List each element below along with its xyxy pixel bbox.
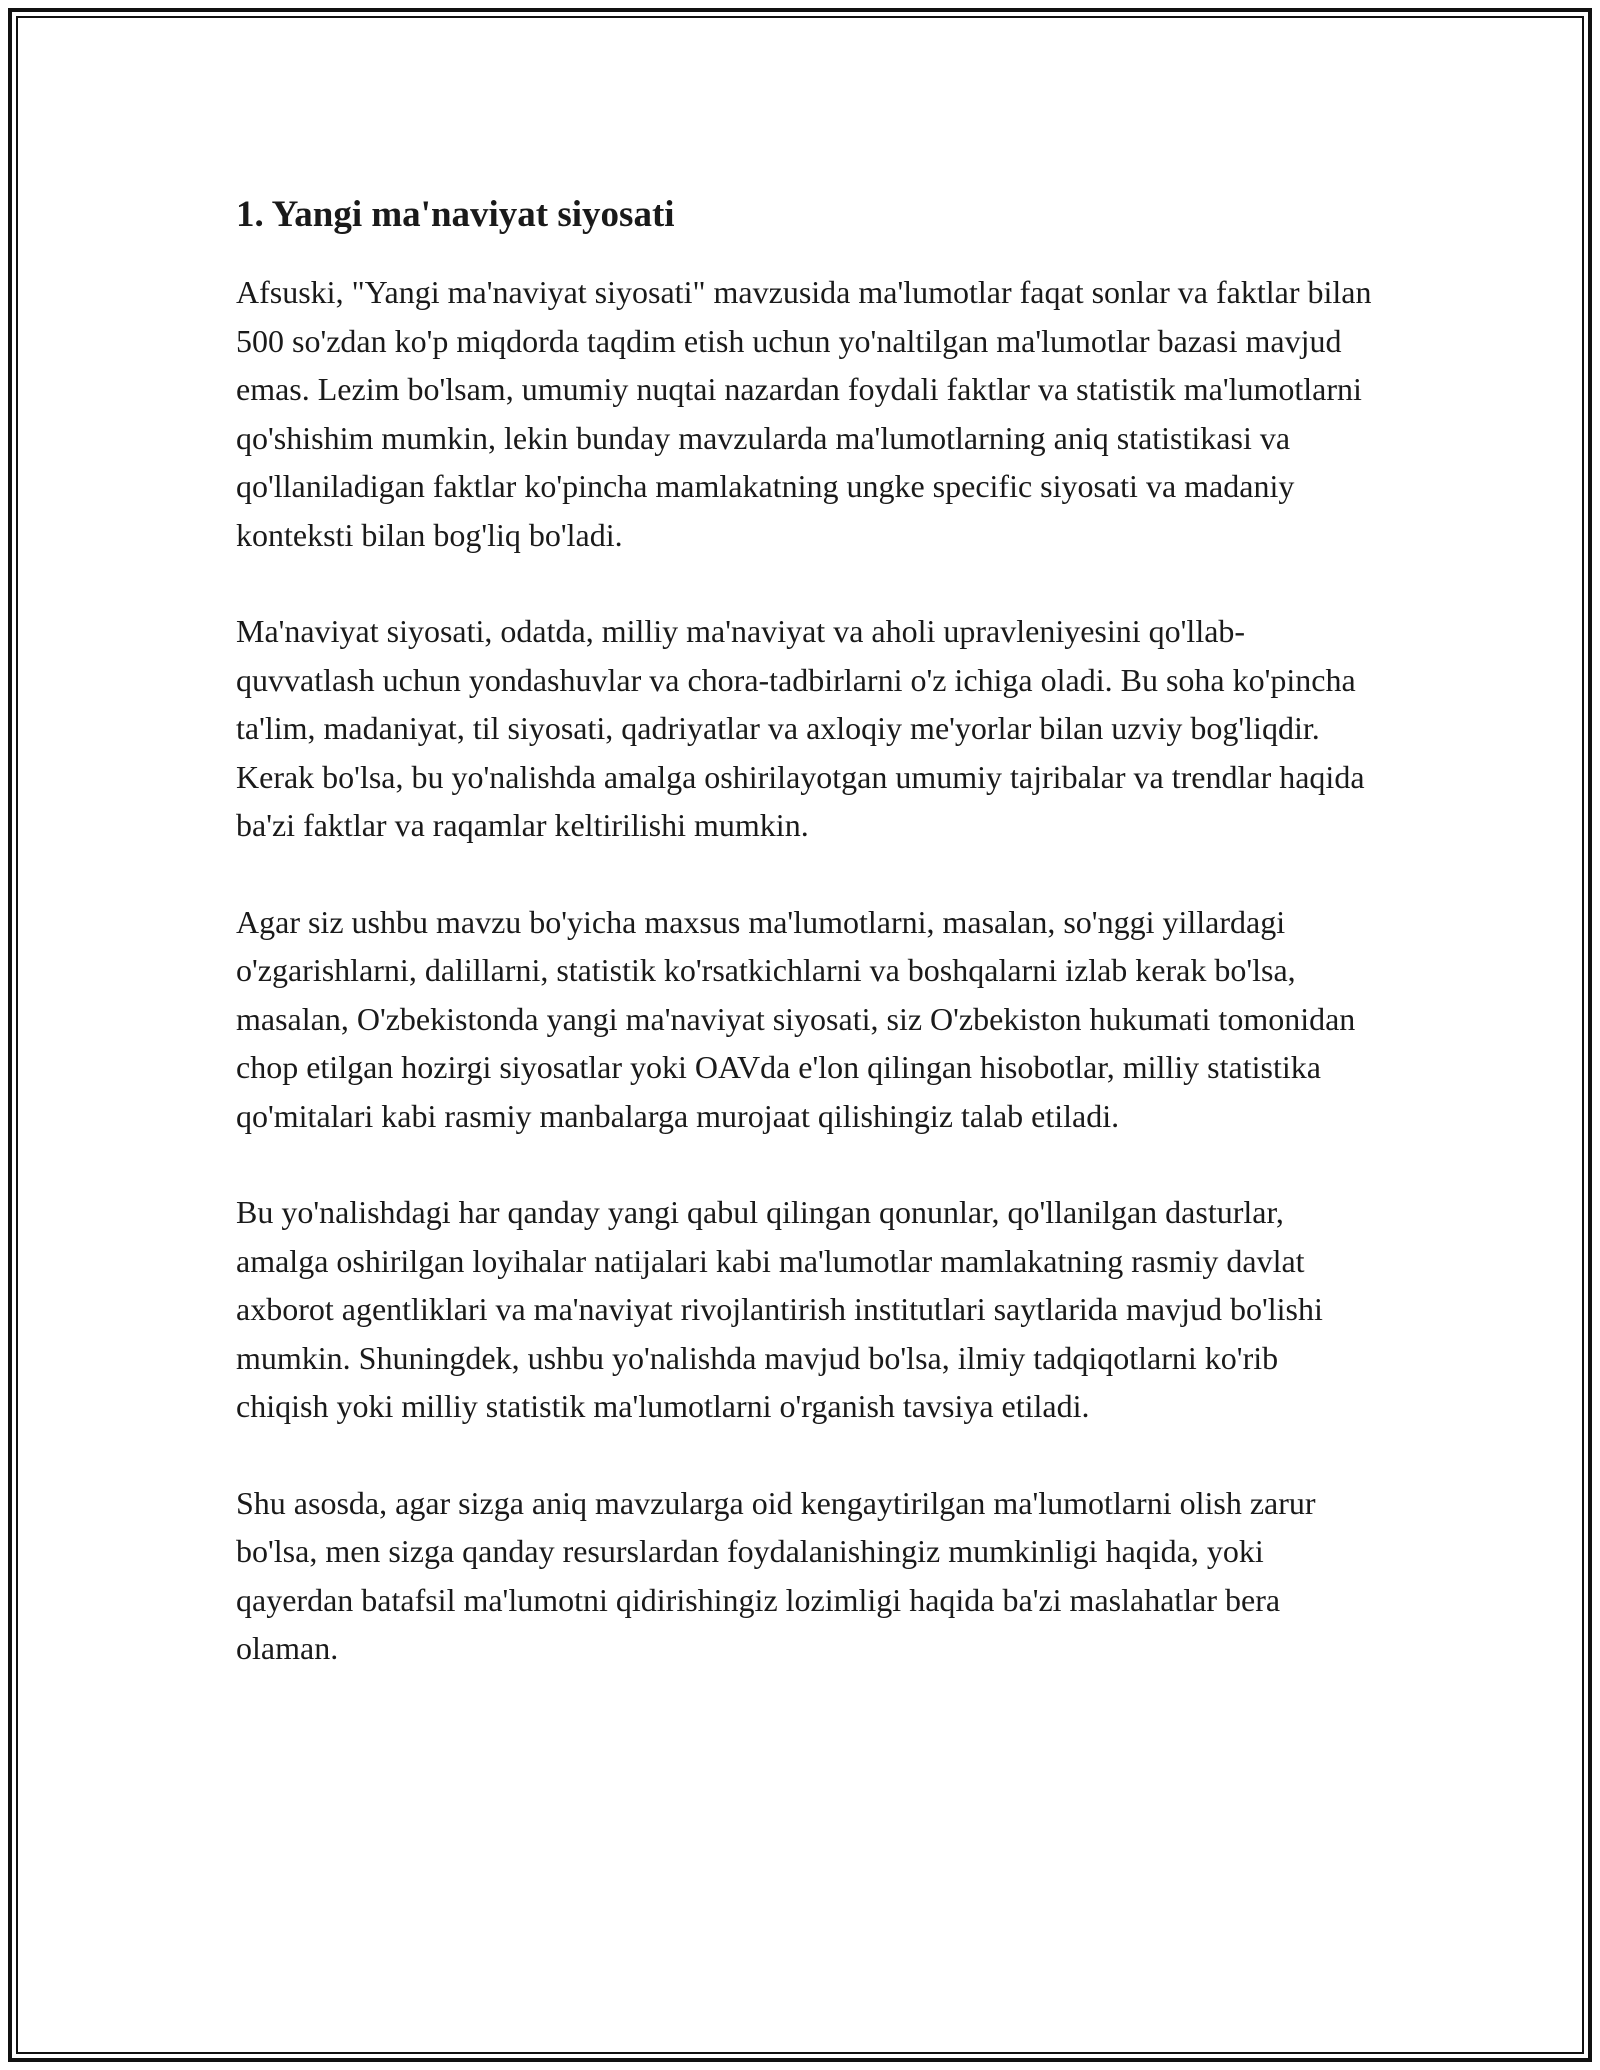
document-body <box>236 190 1376 1721</box>
paragraph-2: Ma'naviyat siyosati, odatda, milliy ma'naviyat va aholi upravleniyesini qo'llab-quvvatlash uchun yondashuvlar va chora-tadbirlarni o'z ichiga oladi. Bu soha ko'pincha ta'lim, madaniyat, til siyosati, qadriyatlar va axloqiy me'yorlar bilan uzviy bog'liqdir. Kerak bo'lsa, bu yo'nalishda amalga oshirilayotgan umumiy tajribalar va trendlar haqida ba'zi faktlar va raqamlar keltirilishi mumkin. <box>236 613 1365 843</box>
paragraph-5: Shu asosda, agar sizga aniq mavzularga oid kengaytirilgan ma'lumotlarni olish zarur bo'lsa, men sizga qanday resurslardan foydalanishingiz mumkinligi haqida, yoki qayerdan batafsil ma'lumotni qidirishingiz lozimligi haqida ba'zi maslahatlar bera olaman. <box>236 1484 1316 1666</box>
paragraph-1: Afsuski, "Yangi ma'naviyat siyosati" mavzusida ma'lumotlar faqat sonlar va faktlar bilan 500 so'zdan ko'p miqdorda taqdim etish uchun yo'naltilgan ma'lumotlar bazasi mavjud emas. Lezim bo'lsam, umumiy nuqtai nazardan foydali faktlar va statistik ma'lumotlarni qo'shishim mumkin, lekin bunday mavzularda ma'lumotlarning aniq statistikasi va qo'llaniladigan faktlar ko'pincha mamlakatning ungke specific siyosati va madaniy konteksti bilan bog'liq bo'ladi. <box>236 274 1372 553</box>
document-title: 1. Yangi ma'naviyat siyosati <box>236 194 675 235</box>
paragraph-4: Bu yo'nalishdagi har qanday yangi qabul qilingan qonunlar, qo'llanilgan dasturlar, amalga oshirilgan loyihalar natijalari kabi ma'lumotlar mamlakatning rasmiy davlat axborot agentliklari va ma'naviyat rivojlantirish institutlari saytlarida mavjud bo'lishi mumkin. Shuningdek, ushbu yo'nalishda mavjud bo'lsa, ilmiy tadqiqotlarni ko'rib chiqish yoki milliy statistik ma'lumotlarni o'rganish tavsiya etiladi. <box>236 1194 1323 1424</box>
paragraph-3: Agar siz ushbu mavzu bo'yicha maxsus ma'lumotlarni, masalan, so'nggi yillardagi o'zgarishlarni, dalillarni, statistik ko'rsatkichlarni va boshqalarni izlab kerak bo'lsa, masalan, O'zbekistonda yangi ma'naviyat siyosati, siz O'zbekiston hukumati tomonidan chop etilgan hozirgi siyosatlar yoki OAVda e'lon qilingan hisobotlar, milliy statistika qo'mitalari kabi rasmiy manbalarga murojaat qilishingiz talab etiladi. <box>236 903 1356 1134</box>
